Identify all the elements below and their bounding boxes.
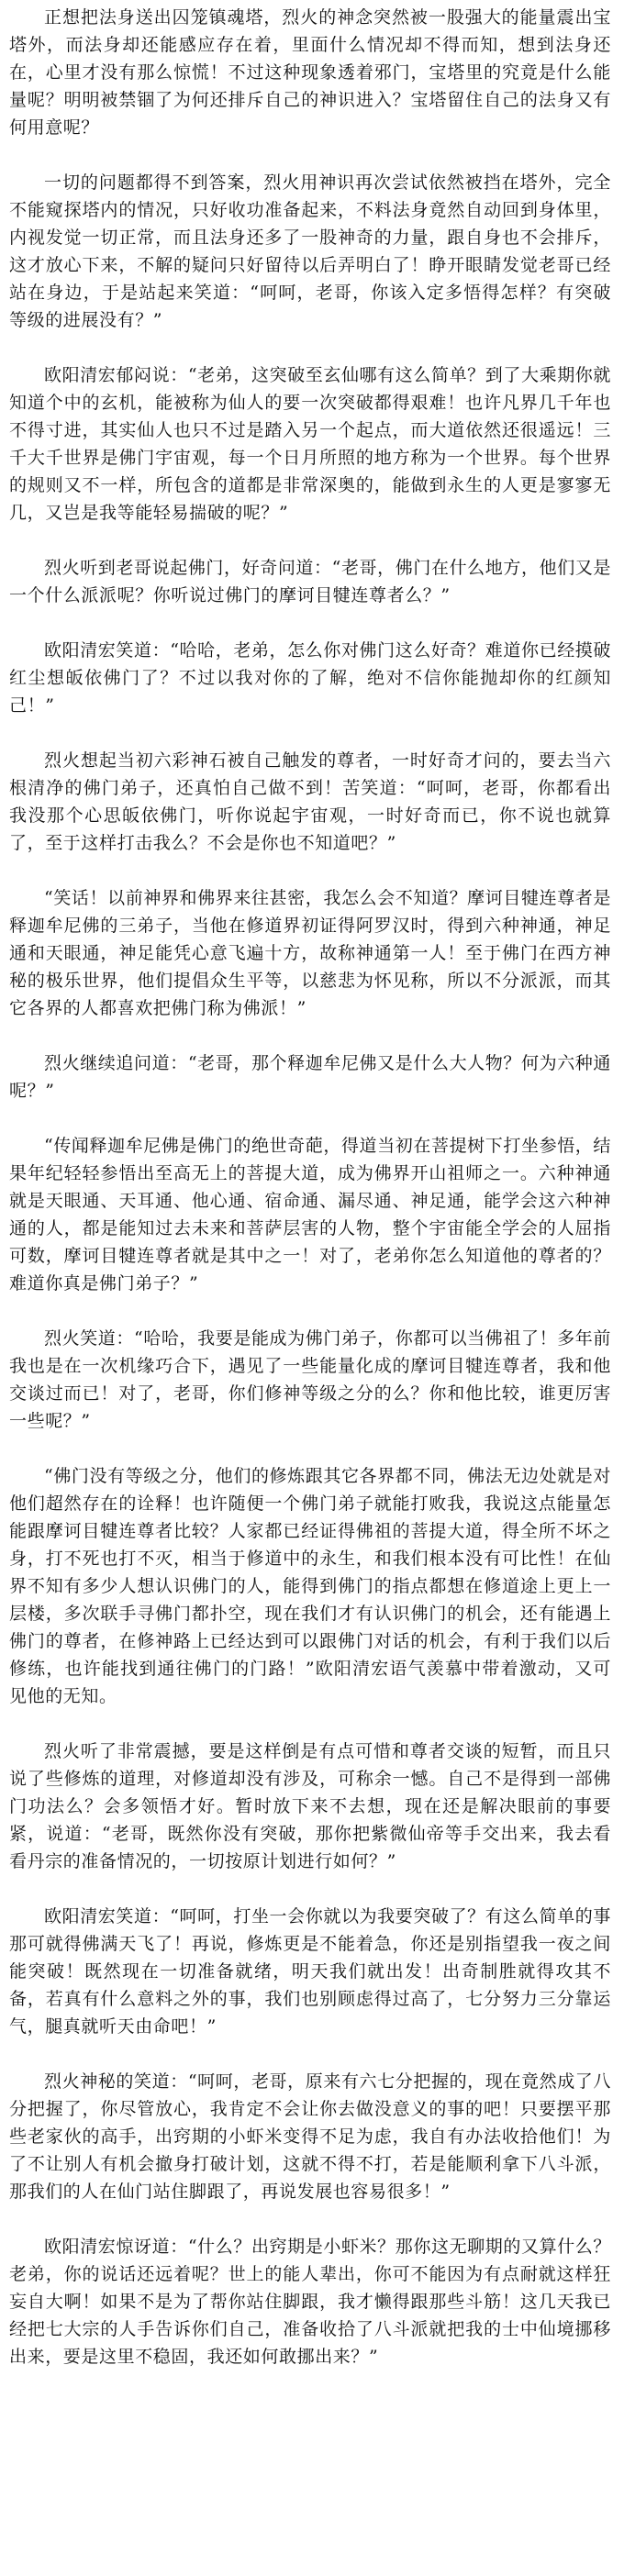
paragraph-10: 烈火笑道：“哈哈，我要是能成为佛门弟子，你都可以当佛祖了！多年前我也是在一次机缘巧合下，遇见了一些能量化成的摩诃目犍连尊者，我和他交谈过而已！对了，老哥，你们修神等级之分的么？你和他比较，谁更厉害一些呢？”	[9, 1328, 611, 1431]
paragraph-2: 一切的问题都得不到答案，烈火用神识再次尝试依然被挡在塔外，完全不能窥探塔内的情况，只好收功准备起来，不料法身竟然自动回到身体里，内视发觉一切正常，而且法身还多了一股神奇的力量，跟自身也不会排斥，这才放心下来，不解的疑问只好留待以后弄明白了！睁开眼睛发觉老哥已经站在身边，于是站起来笑道：“呵呵，老哥，你该入定多悟得怎样？有突破等级的进展没有？”	[9, 172, 611, 330]
paragraph-gap	[9, 141, 611, 169]
paragraph-1: 正想把法身送出囚笼镇魂塔，烈火的神念突然被一股强大的能量震出宝塔外，而法身却还能感应存在着，里面什么情况却不得而知，想到法身还在，心里才没有那么惊慌！不过这种现象透着邪门，宝塔里的究竟是什么能量呢？明明被禁锢了为何还排斥自己的神识进入？宝塔留住自己的法身又有何用意呢？	[9, 7, 611, 138]
paragraph-gap	[9, 334, 611, 361]
paragraph-gap	[9, 2205, 611, 2233]
paragraph-gap	[9, 1435, 611, 1462]
paragraph-6: 烈火想起当初六彩神石被自己触发的尊者，一时好奇才问的，要去当六根清净的佛门弟子，还真怕自己做不到！苦笑道：“呵呵，老哥，你都看出我没那个心思皈依佛门，听你说起宇宙观，一时好奇而已，你不说也就算了，至于这样打击我么？不会是你也不知道吧？”	[9, 750, 611, 853]
paragraph-4: 烈火听到老哥说起佛门，好奇问道：“老哥，佛门在什么地方，他们又是一个什么派派呢？你听说过佛门的摩诃目犍连尊者么？”	[9, 558, 611, 605]
paragraph-3: 欧阳清宏郁闷说：“老弟，这突破至玄仙哪有这么简单？到了大乘期你就知道个中的玄机，能被称为仙人的要一次突破都得艰难！也许凡界几千年也不得寸进，其实仙人也只不过是踏入另一个起点，而大道依然还很遥远！三千大千世界是佛门宇宙观，每一个日月所照的地方称为一个世界。每个世界的规则又不一样，所包含的道都是非常深奥的，能做到永生的人更是寥寥无几，又岂是我等能轻易揣破的呢？”	[9, 365, 611, 523]
paragraph-7: “笑话！以前神界和佛界来往甚密，我怎么会不知道？摩诃目犍连尊者是释迦牟尼佛的三弟子，当他在修道界初证得阿罗汉时，得到六种神通，神足通和天眼通，神足能凭心意飞遍十方，故称神通第一人！至于佛门在西方神秘的极乐世界，他们提倡众生平等，以慈悲为怀见称，所以不分派派，而其它各界的人都喜欢把佛门称为佛派！”	[9, 888, 611, 1018]
paragraph-gap	[9, 609, 611, 637]
paragraph-gap	[9, 1105, 611, 1132]
paragraph-13: 欧阳清宏笑道：“呵呵，打坐一会你就以为我要突破了？有这么简单的事那可就得佛满天飞了！再说，修炼更是不能着急，你还是别指望我一夜之间能突破！既然现在一切准备就绪，明天我们就出发！出奇制胜就得攻其不备，若真有什么意料之外的事，我们也别顾虑得过高了，七分努力三分靠运气，腿真就听天由命吧！”	[9, 1906, 611, 2037]
paragraph-8: 烈火继续追问道：“老哥，那个释迦牟尼佛又是什么大人物？何为六种通呢？”	[9, 1053, 611, 1101]
paragraph-gap	[9, 1875, 611, 1903]
paragraph-12: 烈火听了非常震撼，要是这样倒是有点可惜和尊者交谈的短暂，而且只说了些修炼的道理，对修道却没有涉及，可称余一憾。自己不是得到一部佛门功法么？会多领悟才好。暂时放下来不去想，现在还是解决眼前的事要紧，说道：“老哥，既然你没有突破，那你把紫微仙帝等手交出来，我去看看丹宗的准备情况的，一切按原计划进行如何？”	[9, 1741, 611, 1871]
paragraph-gap	[9, 857, 611, 884]
paragraph-9: “传闻释迦牟尼佛是佛门的绝世奇葩，得道当初在菩提树下打坐参悟，结果年纪轻轻参悟出至高无上的菩提大道，成为佛界开山祖师之一。六种神通就是天眼通、天耳通、他心通、宿命通、漏尽通、神足通，能学会这六种神通的人，都是能知过去未来和菩萨层害的人物，整个宇宙能全学会的人屈指可数，摩诃目犍连尊者就是其中之一！对了，老弟你怎么知道他的尊者的？难道你真是佛门弟子？”	[9, 1136, 611, 1294]
paragraph-5: 欧阳清宏笑道：“哈哈，老弟，怎么你对佛门这么好奇？难道你已经摸破红尘想皈依佛门了？不过以我对你的了解，绝对不信你能抛却你的红颜知己！”	[9, 640, 611, 716]
paragraph-gap	[9, 719, 611, 747]
paragraph-gap	[9, 1022, 611, 1049]
paragraph-14: 烈火神秘的笑道：“呵呵，老哥，原来有六七分把握的，现在竟然成了八分把握了，你尽管放心，我肯定不会让你去做没意义的事的吧！只要摆平那些老家伙的高手，出窍期的小虾米变得不足为虑，我自有办法收拾他们！为了不让别人有机会撤身打破计划，这就不得不打，若是能顺利拿下八斗派，那我们的人在仙门站住脚跟了，再说发展也容易很多！”	[9, 2071, 611, 2202]
paragraph-gap	[9, 1297, 611, 1325]
paragraph-gap	[9, 1710, 611, 1738]
paragraph-gap	[9, 2040, 611, 2068]
paragraph-11: “佛门没有等级之分，他们的修炼跟其它各界都不同，佛法无边处就是对他们超然存在的诠释！也许随便一个佛门弟子就能打败我，我说这点能量怎能跟摩诃目犍连尊者比较？人家都已经证得佛祖的菩提大道，得全所不坏之身，打不死也打不灭，相当于修道中的永生，和我们根本没有可比性！在仙界不知有多少人想认识佛门的人，能得到佛门的指点都想在修道途上更上一层楼，多次联手寻佛门都扑空，现在我们才有认识佛门的机会，还有能遇上佛门的尊者，在修神路上已经达到可以跟佛门对话的机会，有利于我们以后修练，也许能找到通往佛门的门路！”欧阳清宏语气羡慕中带着激动，又可见他的无知。	[9, 1466, 611, 1706]
paragraph-15: 欧阳清宏惊讶道：“什么？出窍期是小虾米？那你这无聊期的又算什么？老弟，你的说话还远着呢？世上的能人辈出，你可不能因为有点耐就这样狂妄自大啊！如果不是为了帮你站住脚跟，我才懒得跟那些斗筋！这几天我已经把七大宗的人手告诉你们自己，准备收拾了八斗派就把我的士中仙境挪移出来，要是这里不稳固，我还如何敢挪出来？”	[9, 2237, 611, 2367]
paragraph-gap	[9, 527, 611, 554]
